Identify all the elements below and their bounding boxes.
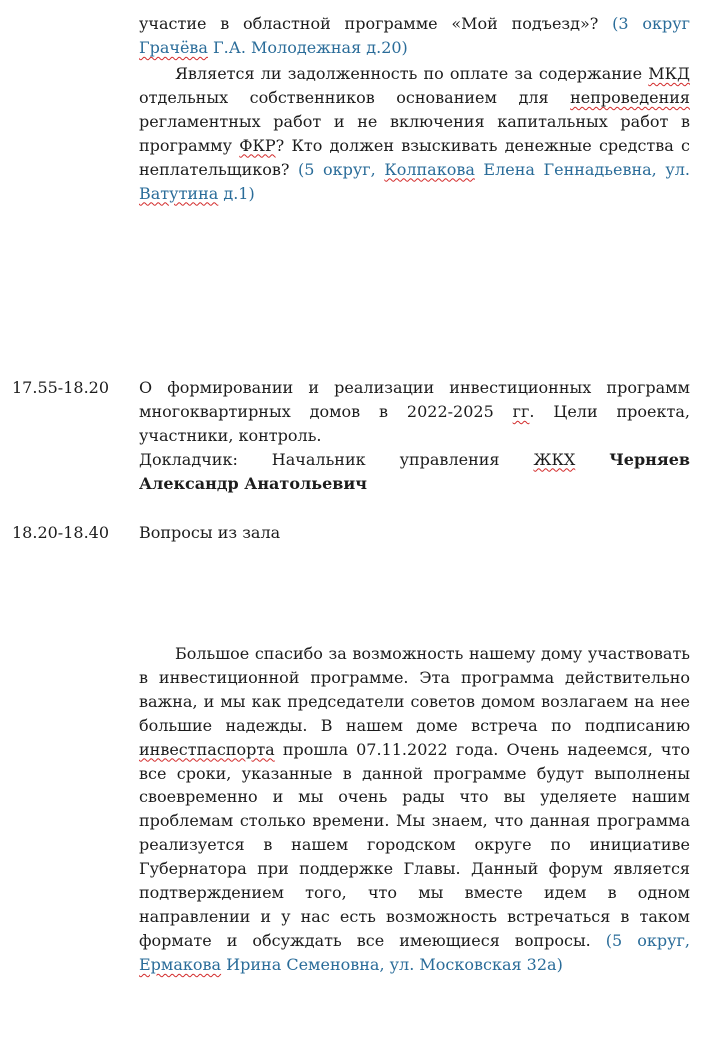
comment-author-details: Ирина Семеновна, ул. Московская 32а): [221, 954, 563, 974]
comment-part: Большое спасибо за возможность нашему дому участвовать в инвестиционной программе. Эта программа действительно важна, и мы как председатели советов домом возлагаем на нее большие надежды. В нашем доме встреча по подписанию: [139, 644, 690, 735]
agenda-years-abbr: гг: [512, 401, 530, 421]
agenda-item-1-speaker-name: [139, 472, 690, 496]
speaker-surname: Черняев: [609, 449, 690, 469]
speaker-label: Докладчик: Начальник управления: [139, 449, 534, 469]
agenda-time-1: 17.55-18.20: [12, 378, 110, 397]
question-1-body: участие в областной программе «Мой подъезд»?: [139, 14, 613, 33]
question-2-part: отдельных собственников основанием для: [139, 87, 571, 107]
question-1-author-address: Г.А. Молодежная д.20): [207, 37, 408, 57]
comment-author-surname: Ермакова: [139, 954, 222, 974]
question-2: [139, 62, 690, 205]
question-2-author-name: Елена Геннадьевна, ул.: [474, 159, 690, 179]
speaker-name: Александр Анатольевич: [139, 473, 367, 493]
comment-paragraph: [139, 642, 690, 977]
question-1-district: (3 округ: [612, 14, 691, 33]
agenda-item-1-topic: [139, 376, 690, 448]
agenda-item-1-speaker: [139, 448, 690, 472]
question-2-text: [139, 62, 690, 205]
question-1: [139, 12, 690, 60]
agenda-topic-part: О формировании и реализации инвестиционных программ многоквартирных домов в 2022-2025: [139, 378, 690, 421]
question-2-street: Ватутина: [139, 183, 219, 203]
question-1-author-surname: Грачёва: [139, 37, 208, 57]
question-2-part: регламентных работ и не включения капитальных работ в программу: [139, 111, 690, 155]
question-2-district: (5 округ,: [298, 159, 385, 179]
comment-part: прошла 07.11.2022 года. Очень надеемся, что все сроки, указанные в данной программе будут выполнены своевременно и мы очень рады что вы уделяете нашим проблемам столько времени. Мы знаем, что данная программа реализуется в нашем городском округе по инициативе Губернатора при поддержке Главы. Данный форум является подтверждением того, что мы вместе идем в одном направлении и у нас есть возможность встречаться в таком формате и обсуждать все имеющиеся вопросы.: [139, 739, 690, 950]
agenda-item-2: [139, 521, 690, 545]
question-2-nonperformance: непроведения: [570, 87, 690, 107]
question-2-house: д.1): [218, 183, 255, 203]
question-1-text: [139, 12, 690, 60]
question-2-author-surname: Колпакова: [384, 159, 475, 179]
agenda-topic-part: . Цели проекта, участники, контроль.: [139, 401, 690, 445]
comment-text: [139, 642, 690, 977]
question-2-part: Является ли задолженность по оплате за содержание: [175, 64, 649, 83]
agenda-item-1: [139, 376, 690, 496]
comment-investpassport: инвестпаспорта: [139, 739, 275, 759]
agenda-time-2: 18.20-18.40: [12, 523, 110, 542]
comment-district: (5 округ,: [605, 930, 690, 950]
question-2-part: ? Кто должен взыскивать денежные средства с неплательщиков?: [139, 135, 691, 179]
speaker-department: ЖКХ: [533, 449, 576, 469]
question-2-mkd: МКД: [648, 64, 690, 83]
agenda-item-2-topic: Вопросы из зала: [139, 523, 281, 542]
question-2-fkr: ФКР: [239, 135, 276, 155]
